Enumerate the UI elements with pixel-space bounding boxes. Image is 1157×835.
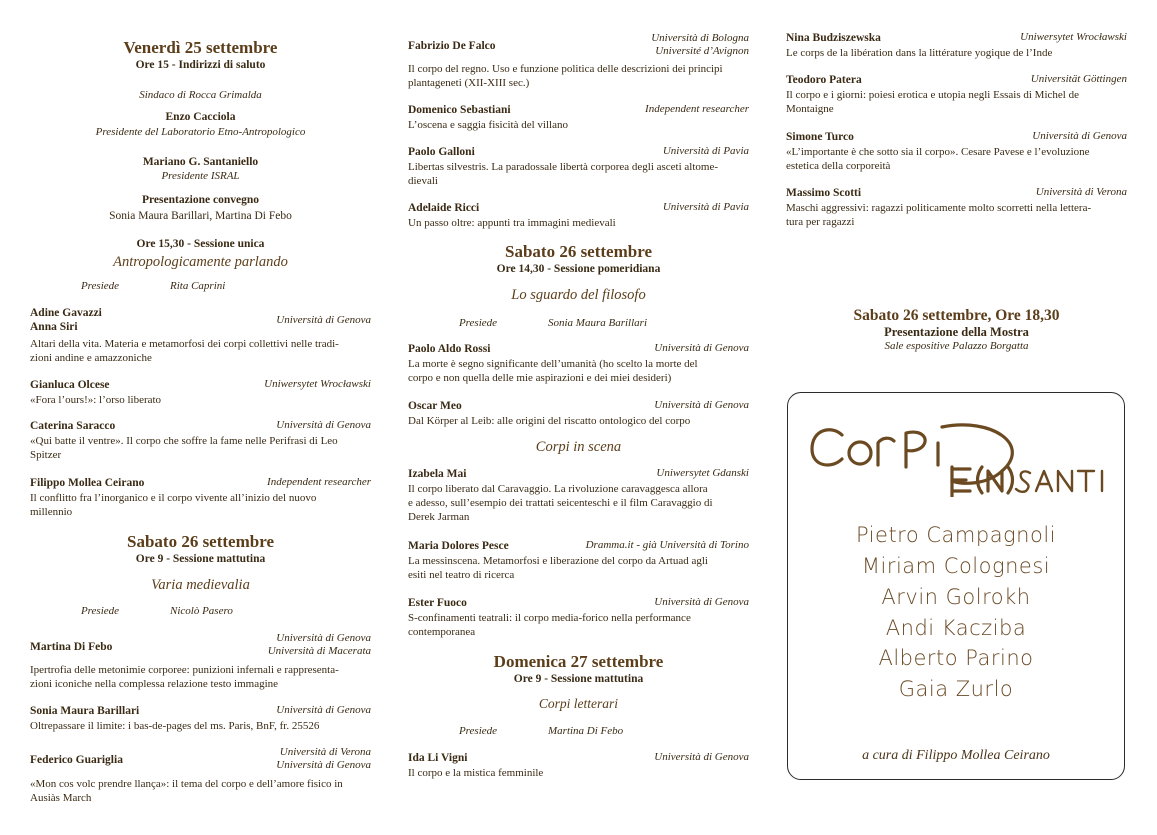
speaker-name: Oscar Meo xyxy=(408,400,462,412)
speaker-name: Martina Di Febo xyxy=(30,641,113,653)
speaker-entry xyxy=(30,378,371,407)
session-title: Varia medievalia xyxy=(151,577,250,593)
speaker-affiliation: Università di Genova Università di Macerata xyxy=(267,632,371,657)
speaker-entry xyxy=(30,704,371,733)
talk-title: Le corps de la libération dans la littérature yogique de l’Inde xyxy=(786,47,1053,59)
chair-name: Sonia Maura Barillari xyxy=(548,317,648,329)
speaker-name: Nina Budziszewska xyxy=(786,32,881,44)
session-heading: Ore 15 - Indirizzi di saluto xyxy=(135,59,266,71)
chair-label: Presiede xyxy=(458,317,498,329)
welcome-name: Mariano G. Santaniello xyxy=(142,156,259,168)
speaker-name: Sonia Maura Barillari xyxy=(30,705,140,717)
presentation-title: Presentazione convegno xyxy=(141,194,259,206)
speaker-affiliation: Università di Pavia xyxy=(662,201,749,213)
speaker-name: Teodoro Patera xyxy=(786,74,862,86)
speaker-name: Adine Gavazzi xyxy=(30,307,102,319)
talk-title: Il corpo e la mistica femminile xyxy=(408,767,544,779)
speaker-entry xyxy=(408,103,749,132)
speaker-name: Simone Turco xyxy=(786,131,854,143)
speaker-affiliation: Independent researcher xyxy=(645,103,749,115)
artist-name: Miriam Colognesi xyxy=(861,554,1051,578)
speaker-name: Massimo Scotti xyxy=(786,187,862,199)
speaker-affiliation: Università di Verona xyxy=(1035,186,1127,198)
speaker-affiliation: Università di Pavia xyxy=(662,145,749,157)
speaker-entry xyxy=(786,73,1127,116)
exhibition-announcement xyxy=(786,307,1127,352)
artist-name: Alberto Parino xyxy=(878,646,1034,670)
speaker-entry xyxy=(786,31,1127,60)
speaker-name: Caterina Saracco xyxy=(30,420,116,432)
speaker-name: Paolo Galloni xyxy=(408,146,475,158)
presentation-names: Sonia Maura Barillari, Martina Di Febo xyxy=(109,210,292,222)
talk-title: Libertas silvestris. La paradossale libertà corporea degli asceti altome- dievali xyxy=(408,161,719,187)
speaker-affiliation: Università di Bologna Université d’Avignon xyxy=(651,32,749,57)
session-title: Corpi letterari xyxy=(538,696,619,711)
session-title: Corpi in scena xyxy=(535,439,622,455)
talk-title: Un passo oltre: appunti tra immagini medievali xyxy=(408,217,616,229)
exhibition-venue: Sale espositive Palazzo Borgatta xyxy=(884,340,1029,352)
speaker-name: Gianluca Olcese xyxy=(30,379,110,391)
corpi-pensanti-logo xyxy=(802,407,1112,497)
curator-credit: a cura di Filippo Mollea Ceirano xyxy=(862,748,1050,763)
speaker-entry xyxy=(30,306,371,365)
exhibition-date: Sabato 26 settembre, Ore 18,30 xyxy=(853,307,1060,324)
chair-line xyxy=(30,605,371,619)
artist-name: Pietro Campagnoli xyxy=(855,523,1056,547)
speaker-name: Maria Dolores Pesce xyxy=(408,540,509,552)
speaker-entry xyxy=(408,539,749,582)
talk-title: La messinscena. Metamorfosi e liberazione del corpo da Artuad agli esiti nel teatro di ricerca xyxy=(408,555,708,581)
day-heading: Sabato 26 settembre xyxy=(127,532,274,551)
welcome-role: Presidente ISRAL xyxy=(161,170,240,182)
speaker-entry xyxy=(408,145,749,188)
day-heading: Domenica 27 settembre xyxy=(493,652,664,671)
talk-title: Maschi aggressivi: ragazzi politicamente molto scorretti nella lettera- tura per ragazzi xyxy=(786,202,1092,228)
speaker-affiliation: Università di Genova xyxy=(654,399,749,411)
speaker-entry xyxy=(408,467,749,524)
speaker-affiliation: Università di Genova xyxy=(276,314,371,326)
speaker-affiliation: Università di Genova xyxy=(654,596,749,608)
speaker-entry xyxy=(30,419,371,462)
chair-line xyxy=(408,725,749,739)
speaker-name: Domenico Sebastiani xyxy=(408,104,511,116)
exhibition-title: Presentazione della Mostra xyxy=(884,325,1029,339)
speaker-entry xyxy=(408,399,749,428)
speaker-name: Paolo Aldo Rossi xyxy=(408,343,491,355)
speaker-affiliation: Università di Genova xyxy=(654,751,749,763)
speaker-name: Filippo Mollea Ceirano xyxy=(30,477,145,489)
welcome-name: Enzo Cacciola xyxy=(165,111,236,123)
talk-title: «Fora l’ours!»: l’orso liberato xyxy=(30,394,162,406)
talk-title: Il corpo e i giorni: poiesi erotica e utopia negli Essais di Michel de Montaigne xyxy=(786,89,1079,115)
speaker-affiliation: Università di Genova xyxy=(276,704,371,716)
speaker-affiliation: Università di Genova xyxy=(654,342,749,354)
talk-title: Dal Körper al Leib: alle origini del riscatto ontologico del corpo xyxy=(408,415,691,427)
speaker-name: Federico Guariglia xyxy=(30,754,123,766)
speaker-affiliation: Uniwersytet Wrocławski xyxy=(1020,31,1127,43)
chair-name: Nicolò Pasero xyxy=(170,605,233,617)
chair-name: Martina Di Febo xyxy=(548,725,624,737)
talk-title: Oltrepassare il limite: i bas-de-pages del ms. Paris, BnF, fr. 25526 xyxy=(30,720,320,732)
talk-title: Ipertrofia delle metonimie corporee: punizioni infernali e rappresenta- zioni iconiche nella complessa relazione testo immagine xyxy=(30,664,339,690)
talk-title: Il conflitto fra l’inorganico e il corpo vivente all’inizio del nuovo millennio xyxy=(30,492,317,518)
speaker-entry xyxy=(408,342,749,385)
speaker-entry xyxy=(786,130,1127,173)
speaker-entry xyxy=(30,746,371,805)
speaker-affiliation: Independent researcher xyxy=(267,476,371,488)
session-heading: Ore 15,30 - Sessione unica xyxy=(136,238,265,250)
speaker-entry xyxy=(408,32,749,90)
speaker-name: Ida Li Vigni xyxy=(408,752,468,764)
chair-label: Presiede xyxy=(80,605,120,617)
speaker-affiliation: Universität Göttingen xyxy=(1030,73,1127,85)
talk-title: «Mon cos volc prendre llança»: il tema del corpo e dell’amore fisico in Ausiàs March xyxy=(30,778,343,804)
talk-title: L’oscena e saggia fisicità del villano xyxy=(408,119,568,131)
speaker-entry xyxy=(30,476,371,519)
talk-title: Il corpo del regno. Uso e funzione politica delle descrizioni dei principi plantageneti (XII-XIII sec.) xyxy=(408,63,723,89)
talk-title: «L’importante è che sotto sia il corpo». Cesare Pavese e l’evoluzione estetica della corporeità xyxy=(786,146,1090,172)
session-heading: Ore 14,30 - Sessione pomeridiana xyxy=(496,263,661,275)
chair-name: Rita Caprini xyxy=(170,280,226,292)
day-heading: Sabato 26 settembre xyxy=(505,242,652,261)
artist-name: Andi Kacziba xyxy=(885,616,1027,640)
chair-label: Presiede xyxy=(80,280,120,292)
speaker-entry xyxy=(408,596,749,639)
chair-line xyxy=(408,317,749,331)
speaker-entry xyxy=(408,751,749,780)
speaker-affiliation: Uniwersytet Wrocławski xyxy=(264,378,371,390)
artist-name: Arvin Golrokh xyxy=(881,585,1031,609)
speaker-affiliation: Dramma.it - già Università di Torino xyxy=(585,539,749,551)
speaker-entry xyxy=(408,201,749,230)
speaker-entry xyxy=(30,632,371,691)
exhibition-box xyxy=(787,392,1125,780)
session-heading: Ore 9 - Sessione mattutina xyxy=(135,553,266,565)
speaker-affiliation: Università di Verona Università di Genova xyxy=(276,746,371,771)
session-heading: Ore 9 - Sessione mattutina xyxy=(513,673,644,685)
talk-title: S-confinamenti teatrali: il corpo media-forico nella performance contemporanea xyxy=(408,612,691,638)
talk-title: Il corpo liberato dal Caravaggio. La rivoluzione caravaggesca allora e adesso, sull’esempio dei trattati seicenteschi e il film Caravaggio di Derek Jarman xyxy=(408,483,713,523)
speaker-entry xyxy=(786,186,1127,229)
chair-label: Presiede xyxy=(458,725,498,737)
day-heading: Venerdì 25 settembre xyxy=(123,38,278,57)
speaker-affiliation: Università di Genova xyxy=(1032,130,1127,142)
speaker-name: Ester Fuoco xyxy=(408,597,467,609)
speaker-affiliation: Uniwersytet Gdanski xyxy=(656,467,749,479)
session-title: Lo sguardo del filosofo xyxy=(511,287,646,303)
session-title: Antropologicamente parlando xyxy=(113,254,288,270)
welcome-item: Sindaco di Rocca Grimalda xyxy=(139,89,262,101)
talk-title: «Qui batte il ventre». Il corpo che soffre la fame nelle Perifrasi di Leo Spitzer xyxy=(30,435,338,461)
speaker-name: Izabela Mai xyxy=(408,468,467,480)
speaker-name: Adelaide Ricci xyxy=(408,202,480,214)
artist-name: Gaia Zurlo xyxy=(898,677,1014,701)
talk-title: La morte è segno significante dell’umanità (ho scelto la morte del corpo e non quella delle mie aspirazioni e dei miei desideri) xyxy=(408,358,698,384)
speaker-affiliation: Università di Genova xyxy=(276,419,371,431)
chair-line xyxy=(30,280,371,294)
welcome-role: Presidente del Laboratorio Etno-Antropologico xyxy=(95,126,306,138)
speaker-name: Anna Siri xyxy=(30,321,78,333)
speaker-name: Fabrizio De Falco xyxy=(408,40,496,52)
talk-title: Altari della vita. Materia e metamorfosi dei corpi collettivi nelle tradi- zioni andine e amazzoniche xyxy=(30,338,339,364)
